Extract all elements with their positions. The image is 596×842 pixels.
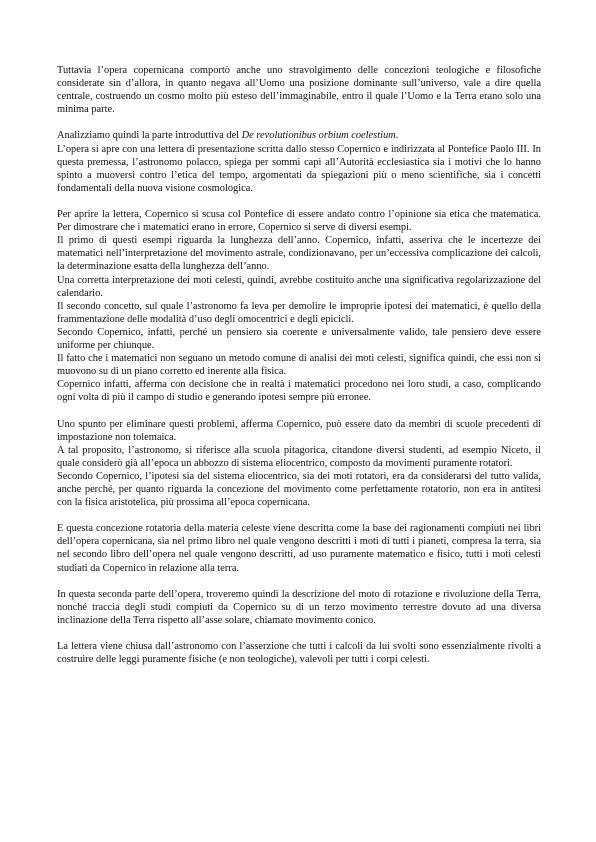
paragraph-5 (57, 522, 541, 574)
text-line: Una corretta interpretazione dei moti celesti, quindi, avrebbe costituito anche una significativa regolarizzazione del calendario. (57, 274, 541, 299)
document-page (57, 64, 541, 679)
paragraph-1 (57, 64, 541, 116)
text-line: Il primo di questi esempi riguarda la lunghezza dell’anno. Copernico, infatti, asseriva che le incertezze dei matematici nell’interpretazione del movimento astrale, condizionavano, per un’eccessiva complicazione dei calcoli, la determinazione esatta della lunghezza dell’anno. (57, 235, 541, 273)
text-line: A tal proposito, l’astronomo, si riferisce alla scuola pitagorica, citandone diversi studenti, ad esempio Niceto, il quale considerò già all’epoca un abbozzo di sistema eliocentrico, composto da movimenti puramente rotatori. (57, 444, 541, 469)
text-line: E questa concezione rotatoria della materia celeste viene descritta come la base dei ragionamenti compiuti nei libri dell’opera copernicana, sia nel primo libro nel quale vengono descritti i moti di tutti i pianeti, compresa la terra, sia nel secondo libro dell’opera nel quale vengono descritti, ad uso puramente matematico e fisico, tutti i moti celesti studiati da Copernico in relazione alla terra. (57, 523, 541, 574)
text-line: Per aprire la lettera, Copernico si scusa col Pontefice di essere andato contro l’opinione sia etica che matematica. Per dimostrare che i matematici erano in errore, Copernico si serve di diversi esempi. (57, 209, 541, 234)
work-title: De revolutionibus orbium coelestium (241, 130, 396, 142)
text-line: La lettera viene chiusa dall’astronomo con l’asserzione che tutti i calcoli da lui svolti sono essenzialmente rivolti a costruire delle leggi puramente fisiche (e non teologiche), valevoli per tutti i corpi celesti. (57, 641, 541, 666)
text-line: Secondo Copernico, infatti, perché un pensiero sia coerente e universalmente valido, tale pensiero deve essere uniforme per chiunque. (57, 326, 541, 351)
intro-suffix: . (395, 130, 399, 142)
paragraph-4 (57, 418, 541, 510)
text-line: Uno spunto per eliminare questi problemi, afferma Copernico, può essere dato da membri di scuole precedenti di impostazione non tolemaica. (57, 418, 541, 443)
text-line: In questa seconda parte dell’opera, troveremo quindi la descrizione del moto di rotazione e rivoluzione della Terra, nonché traccia degli studi compiuti da Copernico su di un terzo movimento terrestre dovuto ad una diversa inclinazione della Terra rispetto all’asse solare, chiamato movimento conico. (57, 588, 541, 626)
paragraph-6 (57, 588, 541, 627)
intro-prefix: Analizziamo quindi la parte introduttiva del (57, 130, 242, 142)
text-line: L’opera si apre con una lettera di presentazione scritta dallo stesso Copernico e indirizzata al Pontefice Paolo III. In questa premessa, l’astronomo polacco, spiega per sommi capi all’Autorità ecclesiastica sia i motivi che lo hanno spinto a muoversi contro l’etica del tempo, argomentati da spiegazioni più o meno scientifiche, sia i concetti fondamentali della nuova visione cosmologica. (57, 143, 541, 194)
text-line: Copernico infatti, afferma con decisione che in realtà i matematici procedono nei loro studi, a caso, complicando ogni volta di più il campo di studio e generando ipotesi sempre più erronee. (57, 379, 541, 404)
intro-line (57, 129, 541, 142)
paragraph-3 (57, 208, 541, 404)
paragraph-2 (57, 129, 541, 194)
text-line: Secondo Copernico, l’ipotesi sia del sistema eliocentrico, sia dei moti rotatori, era da considerarsi del tutto valida, anche perché, per quanto riguarda la concezione del movimento come perfettamente rotatorio, non era in antitesi con la fisica aristotelica, più prossima all’epoca copernicana. (57, 470, 541, 509)
text-line: Il fatto che i matematici non seguano un metodo comune di analisi dei moti celesti, significa quindi, che essi non si muovono su di un piano corretto ed inerente alla fisica. (57, 353, 541, 378)
text-line: Tuttavia l’opera copernicana comportò anche uno stravolgimento delle concezioni teologiche e filosofiche considerate sin d’allora, in quanto negava all’Uomo una posizione dominante sull’universo, vale a dire quella centrale, costruendo un cosmo molto più esteso dell’immaginabile, entro il quale l’Uomo e la Terra erano solo una minima parte. (57, 65, 541, 116)
text-line: Il secondo concetto, sul quale l’astronomo fa leva per demolire le improprie ipotesi dei matematici, è quello della frammentazione delle modalità d’uso degli omocentrici e degli epicicli. (57, 300, 541, 325)
paragraph-7 (57, 640, 541, 666)
